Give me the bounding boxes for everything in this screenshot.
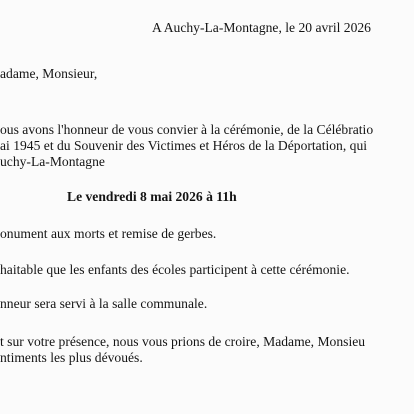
place-date: A Auchy-La-Montagne, le 20 avril 2026 xyxy=(152,20,371,35)
body-line-monument: onument aux morts et remise de gerbes. xyxy=(0,226,217,241)
salutation: adame, Monsieur, xyxy=(0,66,98,81)
body-line-reception: nneur sera servi à la salle communale. xyxy=(0,296,208,311)
body-line-schools: haitable que les enfants des écoles participent à cette cérémonie. xyxy=(0,262,350,277)
event-date: Le vendredi 8 mai 2026 à 11h xyxy=(67,189,237,204)
intro-line-3: uchy-La-Montagne xyxy=(0,154,105,169)
closing-line-2: ntiments les plus dévoués. xyxy=(0,350,143,365)
intro-line-2: ai 1945 et du Souvenir des Victimes et Héros de la Déportation, qui xyxy=(0,138,368,153)
closing-line-1: t sur votre présence, nous vous prions de croire, Madame, Monsieu xyxy=(0,334,366,349)
intro-line-1: ous avons l'honneur de vous convier à la cérémonie, de la Célébratio xyxy=(0,122,374,137)
